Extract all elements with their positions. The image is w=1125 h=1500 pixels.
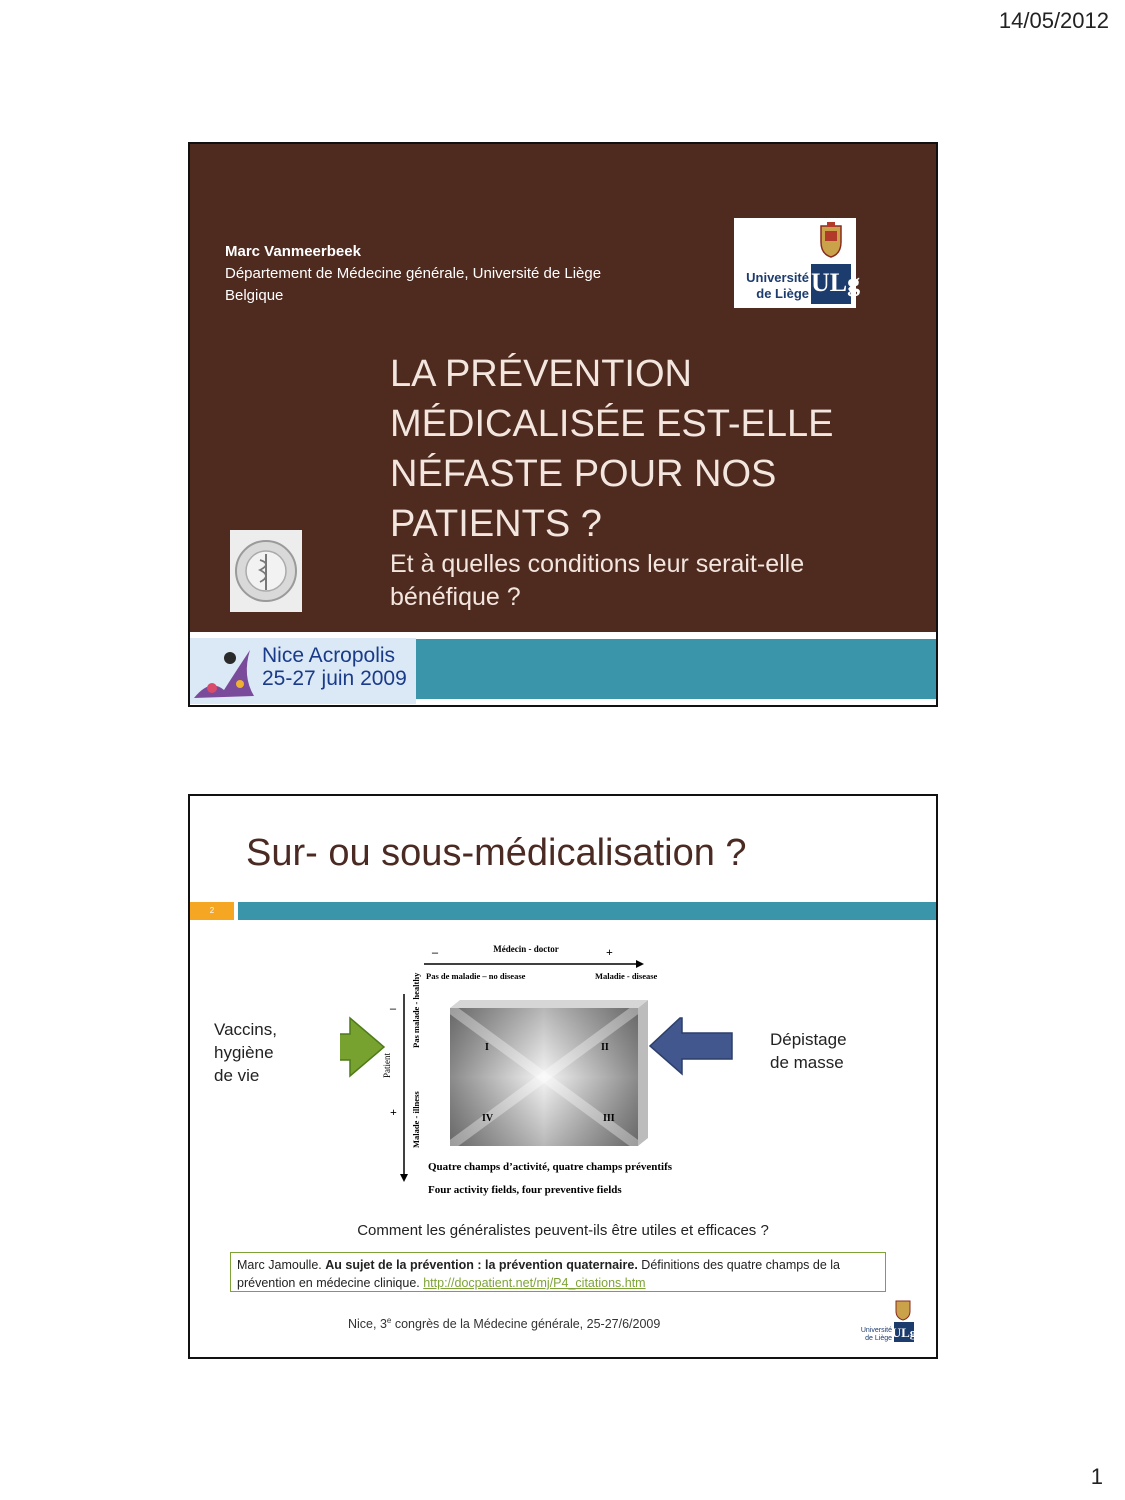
quadrant-grid [450,1000,648,1146]
ref-author: Marc Jamoulle. [237,1258,326,1272]
author-country: Belgique [225,287,284,304]
top-left-label: Pas de maladie – no disease [426,971,526,981]
university-logo-small [852,1299,916,1345]
side-minus: – [390,1001,396,1015]
logo-text: Université de Liège [746,270,809,301]
side-axis-title: Patient [382,1053,392,1078]
svg-text:Université: Université [860,1327,892,1334]
footer-teal-bar [416,639,936,699]
event-dates: 25-27 juin 2009 [262,667,407,690]
prevention-diagram [340,938,740,1208]
slide-footer: Nice, 3e congrès de la Médecine générale, 25-27/6/2009 [348,1316,661,1332]
caduceus-icon [230,530,302,612]
svg-text:ULg: ULg [891,1325,916,1340]
top-right-label: Maladie - disease [595,971,658,981]
right-arrow-icon [650,1018,732,1074]
top-plus: + [606,945,613,959]
university-logo [734,218,861,308]
quadrant-ii: II [601,1042,609,1053]
congress-emblem [230,530,302,612]
event-decoration-icon [190,638,260,704]
quadrant-i: I [485,1042,489,1053]
event-name: Nice Acropolis [262,644,396,667]
left-arrow-icon [340,1018,384,1076]
reference-box [230,1252,886,1292]
top-minus: – [432,945,438,959]
slide-title: LA PRÉVENTION MÉDICALISÉE EST-ELLE NÉFASTE POUR NOS PATIENTS ? [390,353,834,545]
diagram-caption-en: Four activity fields, four preventive fields [428,1184,622,1196]
side-bottom-label: Malade - illness [411,1091,421,1148]
diagram-caption-fr: Quatre champs d’activité, quatre champs préventifs [428,1161,673,1173]
question-text: Comment les généralistes peuvent-ils être utiles et efficaces ? [357,1222,769,1239]
left-label: Vaccins, hygiène de vie [214,1020,277,1085]
page-date: 14/05/2012 [998,8,1109,33]
slide-2 [188,794,938,1359]
ref-desc: Définitions des quatre champs de la prévention en médecine clinique. [237,1258,841,1290]
author-name: Marc Vanmeerbeek [225,243,361,260]
author-block [225,241,601,307]
side-plus: + [390,1105,397,1119]
slide-1 [188,142,938,707]
quadrant-iv: IV [482,1113,494,1124]
side-top-label: Pas malade - healthy [411,972,421,1048]
ref-link[interactable]: http://docpatient.net/mj/P4_citations.htm [423,1276,646,1290]
quadrant-iii: III [603,1113,615,1124]
logo-mark: ULg [811,264,851,304]
right-label: Dépistage de masse [770,1030,847,1072]
page-number: 1 [1090,1464,1103,1489]
slide-number: 2 [190,902,234,920]
side-axis-arrowhead [400,1174,408,1182]
top-axis-title: Médecin - doctor [493,944,559,954]
slide-subtitle: Et à quelles conditions leur serait-elle bénéfique ? [390,550,805,611]
top-axis-arrowhead [636,960,644,968]
slide-title: Sur- ou sous-médicalisation ? [246,832,747,874]
event-banner [190,638,416,704]
author-department: Département de Médecine générale, Université de Liège [225,265,602,282]
ref-title: Au sujet de la prévention : la prévention quaternaire. [325,1258,638,1272]
svg-text:de Liège: de Liège [865,1335,892,1342]
crest-icon [818,222,844,258]
title-teal-bar [238,902,936,920]
